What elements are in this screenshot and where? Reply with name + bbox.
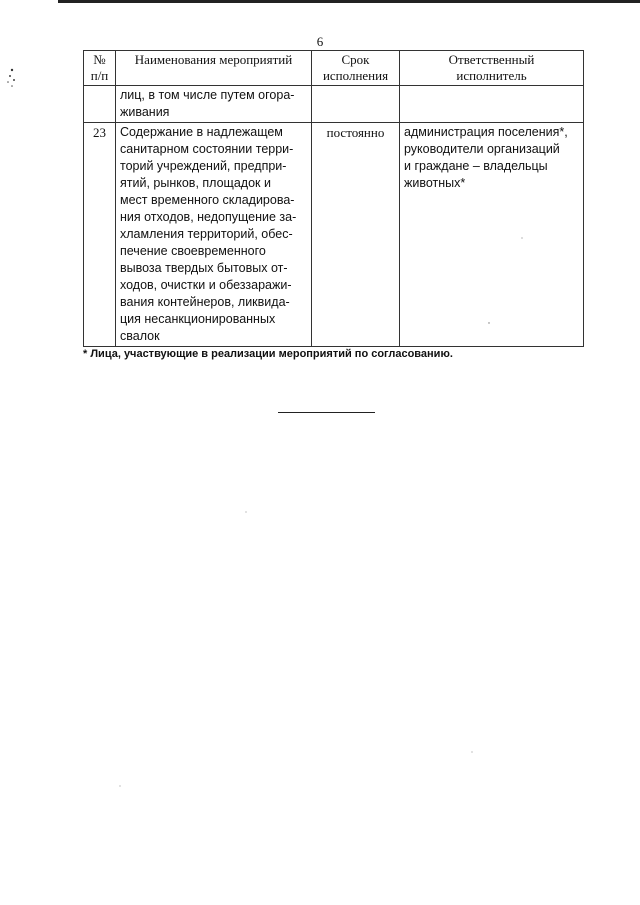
- row-name-line: мест временного складирова-: [120, 193, 295, 207]
- row-number: 23: [84, 123, 116, 347]
- row-name: [116, 123, 312, 347]
- row-name-line: ходов, очистки и обеззаражи-: [120, 278, 292, 292]
- header-responsible-text: Ответственный исполнитель: [448, 52, 535, 83]
- header-number: [84, 51, 116, 86]
- row-name: [116, 86, 312, 123]
- measures-table: [83, 50, 584, 347]
- row-term: постоянно: [312, 123, 400, 347]
- row-name-line: свалок: [120, 329, 160, 343]
- table-header-row: [84, 51, 584, 86]
- row-name-line: живания: [120, 105, 170, 119]
- row-name-line: торий учреждений, предпри-: [120, 159, 287, 173]
- top-scan-border: [58, 0, 640, 3]
- header-number-text: № п/п: [90, 52, 109, 83]
- row-name-line: хламления территорий, обес-: [120, 227, 293, 241]
- table-row: [84, 123, 584, 347]
- row-responsible-line: и граждане – владельцы: [404, 159, 548, 173]
- header-term: [312, 51, 400, 86]
- page-number: 6: [316, 34, 324, 49]
- row-responsible: [400, 86, 584, 123]
- header-name: [116, 51, 312, 86]
- row-responsible-line: животных*: [404, 176, 466, 190]
- row-number: [84, 86, 116, 123]
- row-name-line: санитарном состоянии терри-: [120, 142, 294, 156]
- row-term: [312, 86, 400, 123]
- row-name-line: вывоза твердых бытовых от-: [120, 261, 288, 275]
- header-term-text: Срок исполнения: [322, 52, 389, 83]
- row-name-line: ция несанкционированных: [120, 312, 276, 326]
- row-name-line: ния отходов, недопущение за-: [120, 210, 297, 224]
- header-responsible: [400, 51, 584, 86]
- row-name-line: вания контейнеров, ликвида-: [120, 295, 290, 309]
- row-name-line: ятий, рынков, площадок и: [120, 176, 271, 190]
- row-name-line: лиц, в том числе путем огора-: [120, 88, 295, 102]
- row-responsible: [400, 123, 584, 347]
- table-row: [84, 86, 584, 123]
- end-of-document-rule: [278, 412, 375, 413]
- header-name-text: Наименования мероприятий: [134, 52, 293, 67]
- row-responsible-line: администрация поселения*,: [404, 125, 568, 139]
- row-name-line: Содержание в надлежащем: [120, 125, 283, 139]
- row-name-line: печение своевременного: [120, 244, 266, 258]
- row-responsible-line: руководители организаций: [404, 142, 560, 156]
- footnote: * Лица, участвующие в реализации мероприятий по согласованию.: [83, 348, 453, 360]
